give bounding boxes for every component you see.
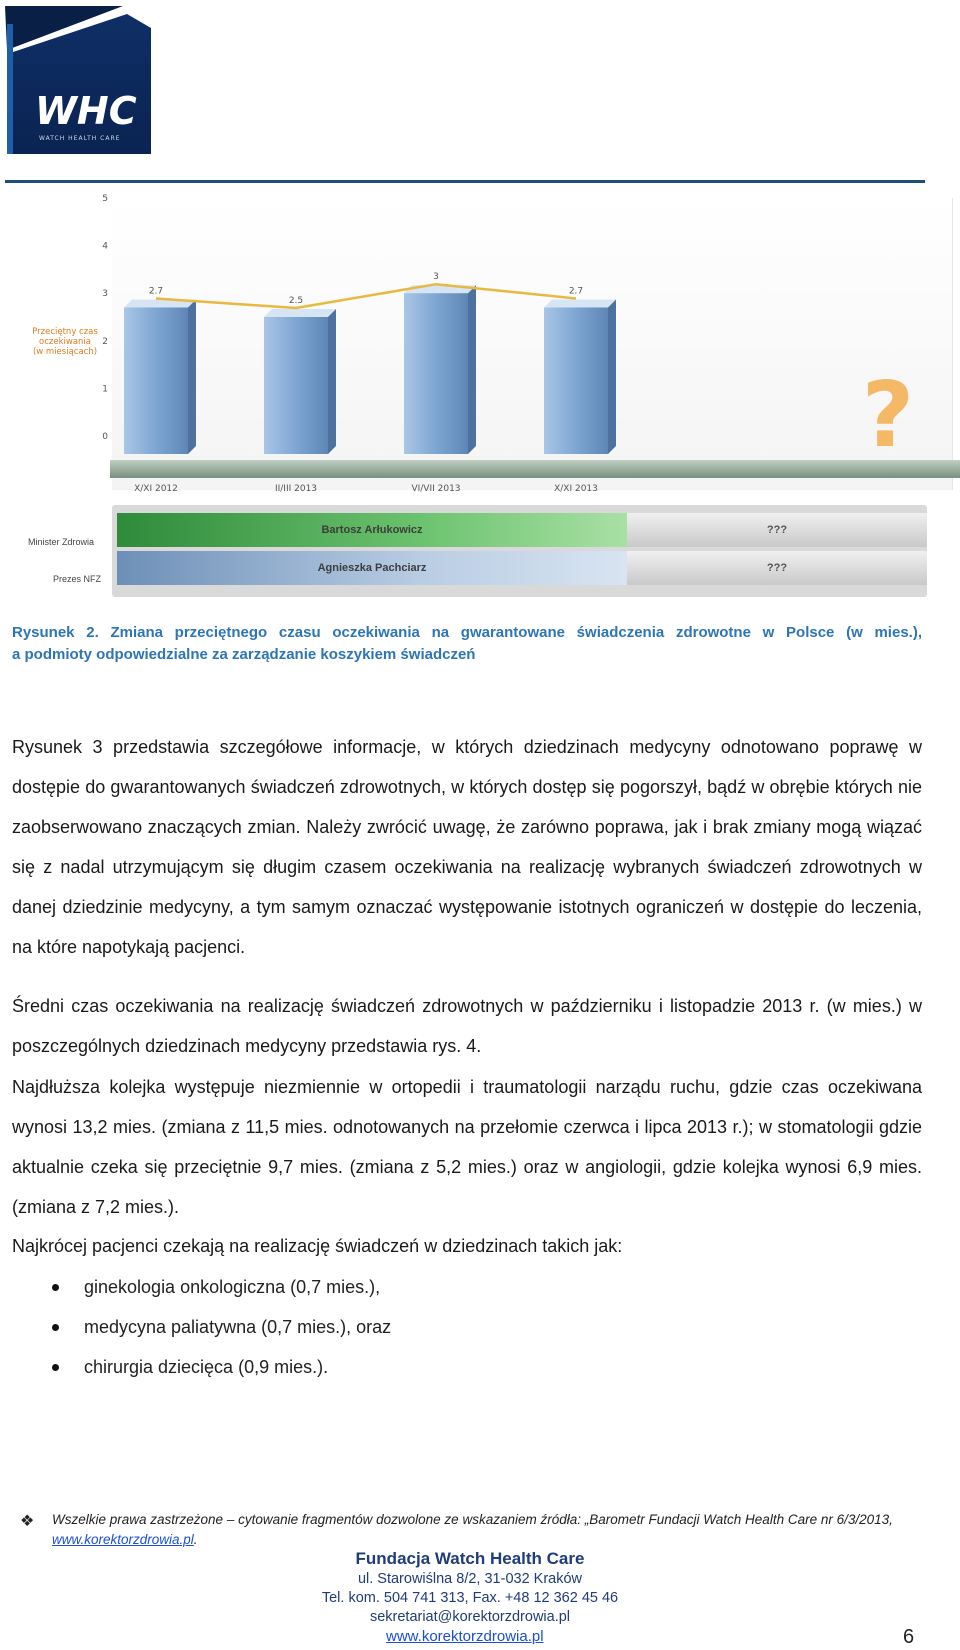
list-item: chirurgia dziecięca (0,9 mies.). (12, 1347, 922, 1387)
paragraph-longest-queue: Najdłuższa kolejka występuje niezmiennie w ortopedii i traumatologii narządu ruchu, gdzie czas oczekiwana wynosi 13,2 mies. (zmiana z 11,5 mies. odnotowanych na przełomie czerwca i lipca 2013 r.); w stomatologii gdzie aktualnie czeka się przeciętnie 9,7 mies. (zmiana z 5,2 mies.) oraz w angiologii, gdzie kolejka wynosi 6,9 mies. (zmiana z 7,2 mies.). (12, 1077, 922, 1217)
x-tick-label: VI/VII 2013 (411, 484, 461, 494)
y-tick-label: 0 (102, 432, 108, 442)
logo-mark: WHC (35, 89, 137, 133)
question-mark-icon: ? (861, 363, 915, 468)
x-tick-label: X/XI 2012 (134, 484, 178, 494)
y-tick-label: 5 (102, 194, 108, 204)
bar-value-label: 3 (433, 272, 439, 283)
footer-email: sekretariat@korektorzdrowia.pl (369, 1609, 571, 1625)
bar-value-label: 2.7 (568, 286, 584, 297)
logo-subtitle: WATCH HEALTH CARE (39, 135, 121, 142)
page-number: 6 (903, 1626, 915, 1648)
bar-side (328, 309, 336, 454)
minister-future: ??? (627, 513, 927, 547)
shortest-wait-list (12, 1267, 922, 1387)
nfz-role-label: Prezes NFZ (53, 574, 102, 584)
x-tick-label: II/III 2013 (274, 484, 318, 494)
trend-line (156, 284, 576, 308)
paragraph-shortest-intro: Najkrócej pacjenci czekają na realizację świadczeń w dziedzinach takich jak: (12, 1236, 623, 1256)
minister-role-label: Minister Zdrowia (28, 537, 95, 547)
nfz-president-name: Agnieszka Pachciarz (117, 551, 627, 585)
bar (124, 307, 188, 454)
minister-row (117, 513, 927, 547)
bar-top (264, 309, 336, 317)
bar (544, 307, 608, 454)
y-tick-label: 4 (102, 241, 108, 252)
bullet-icon (52, 1324, 59, 1331)
y-axis-label: oczekiwania (39, 337, 91, 347)
y-tick-label: 1 (102, 384, 108, 395)
minister-name: Bartosz Arłukowicz (117, 513, 627, 547)
bar-side (188, 299, 196, 454)
y-tick-label: 3 (102, 289, 108, 300)
bar-side (608, 299, 616, 454)
caption-line-1: Rysunek 2. Zmiana przeciętnego czasu oczekiwania na gwarantowane świadczenia zdrowotne w Polsce (w mies.), (12, 624, 922, 641)
bar (264, 317, 328, 454)
whc-logo (5, 6, 155, 154)
footer-contact (270, 1548, 670, 1627)
footer-org-name: Fundacja Watch Health Care (355, 1549, 585, 1568)
bar-side (468, 285, 476, 454)
paragraph-average-time: Średni czas oczekiwania na realizację świadczeń zdrowotnych w październiku i listopadzie 2013 r. (w mies.) w poszczególnych dziedzinach medycyny przedstawia rys. 4. (12, 996, 922, 1056)
nfz-future: ??? (627, 551, 927, 585)
footer-note-link[interactable]: www.korektorzdrowia.pl (52, 1532, 194, 1547)
y-axis-label: (w miesiącach) (32, 347, 98, 357)
chart-floor (110, 460, 960, 478)
y-tick-label: 2 (102, 336, 108, 347)
bar-top (544, 299, 616, 307)
bar-value-label: 2.7 (148, 286, 164, 297)
nfz-row (117, 551, 927, 585)
footer-address: ul. Starowiślna 8/2, 31-032 Kraków (357, 1571, 583, 1587)
responsibility-panel (112, 505, 927, 597)
caption-line-2: a podmioty odpowiedzialne za zarządzanie koszykiem świadczeń (12, 646, 476, 663)
header-rule (5, 180, 925, 183)
y-axis-label: Przeciętny czas (32, 327, 98, 337)
diamond-bullet-icon: ❖ (20, 1513, 35, 1530)
bullet-icon (52, 1364, 59, 1371)
bullet-icon (52, 1284, 59, 1291)
footer-phone: Tel. kom. 504 741 313, Fax. +48 12 362 45 46 (321, 1590, 619, 1606)
x-tick-label: X/XI 2013 (554, 484, 598, 494)
waiting-time-chart (0, 190, 960, 510)
list-item: medycyna paliatywna (0,7 mies.), oraz (12, 1307, 922, 1347)
figure-caption (12, 622, 922, 666)
list-item: ginekologia onkologiczna (0,7 mies.), (12, 1267, 922, 1307)
copyright-note: Wszelkie prawa zastrzeżone – cytowanie fragmentów dozwolone ze wskazaniem źródła: „Barometr Fundacji Watch Health Care nr 6/3/2013, www.korektorzdrowia.pl. (52, 1512, 893, 1547)
bar (404, 293, 468, 454)
paragraph-figure3-intro: Rysunek 3 przedstawia szczegółowe informacje, w których dziedzinach medycyny odnotowano poprawę w dostępie do gwarantowanych świadczeń zdrowotnych, w których dostęp się pogorszył, bądź w obrębie których nie zaobserwowano znaczących zmian. Należy zwrócić uwagę, że zarówno poprawa, jak i brak zmiany mogą wiązać się z nadal utrzymującym się długim czasem oczekiwania na realizację wybranych świadczeń zdrowotnych w danej dziedzinie medycyny, a tym samym oznaczać występowanie istotnych ograniczeń w dostępie do leczenia, na które napotykają pacjenci. (12, 737, 922, 957)
bar-value-label: 2.5 (288, 296, 304, 306)
footer-website-link[interactable]: www.korektorzdrowia.pl (386, 1628, 544, 1645)
